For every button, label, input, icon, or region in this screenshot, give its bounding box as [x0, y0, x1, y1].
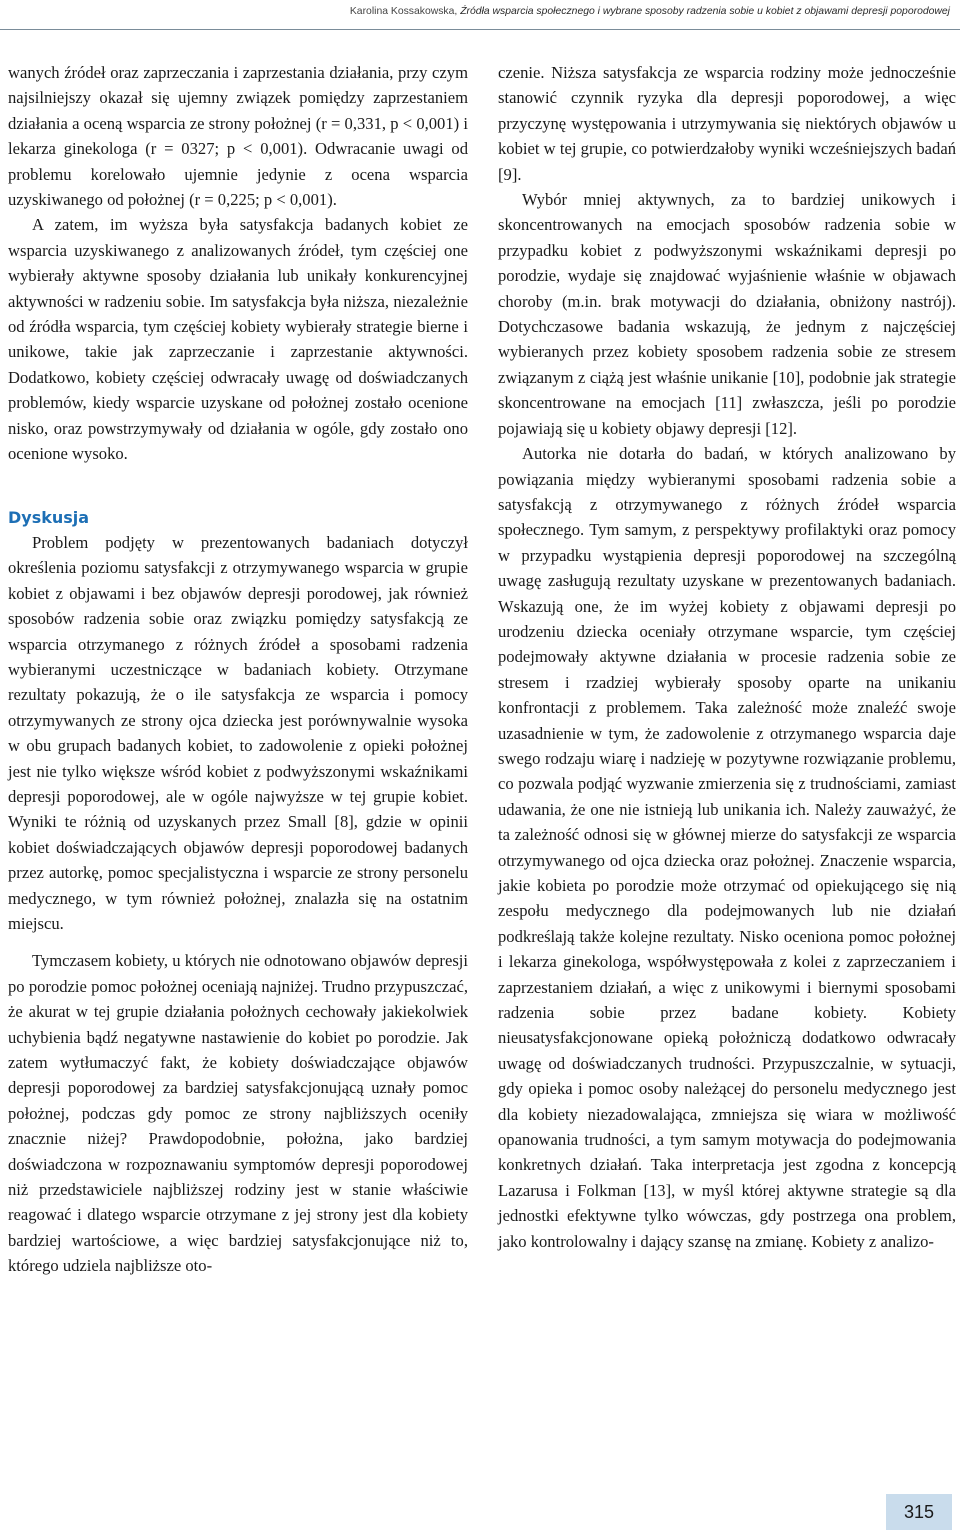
page-number — [886, 1494, 952, 1530]
paragraph: Autorka nie dotarła do badań, w których analizowano by powiązania między wybieranymi sposobami radzenia sobie a satysfakcją z otrzymywanego z różnych źródeł wsparcia społecznego. Tym samym, z perspektywy profilaktyki oraz pomocy w przypadku wystąpienia depresji poporodowej na szczególną uwagę zasługują rezultaty uzyskane w prezentowanych badaniach. Wskazują one, że im wyżej kobiety z objawami depresji po urodzeniu dziecka oceniały otrzymane wsparcie, tym częściej podejmowały aktywne działania w procesie radzenia sobie ze stresem i rzadziej wybierały sposoby oparte na unikaniu konfrontacji z problemem. Taka zależność może znaleźć swoje uzasadnienie w tym, że zadowolenie z otrzymanego wsparcia daje swego rodzaju wiarę i nadzieję w pozytywne rozwiązanie problemu, co pozwala podjąć wyzwanie zmierzenia się z trudnościami, zamiast udawania, że one nie istnieją lub unikania ich. Należy zauważyć, że ta zależność odnosi się w głównej mierze do satysfakcji ze wsparcia otrzymywanego od ojca dziecka oraz położnej. Znaczenie wsparcia, jakie kobieta po porodzie może otrzymać od opiekującego się nią zespołu medycznego dla podejmowanych lub nie działań podkreślają także kolejne rezultaty. Nisko oceniona pomoc położnej i lekarza ginekologa, współwystępowała z kolei z zaprzeczaniem i zaprzestaniem działań, a więc z unikowymi i biernymi sposobami radzenia sobie przez badane kobiety. Kobiety nieusatysfakcjonowane opieką położniczą dodatkowo odwracały uwagę od doświadczanych trudności. Przypuszczalnie, w sytuacji, gdy opieka i pomoc osoby należącej do personelu medycznego jest dla kobiety niezadowalająca, zmniejsza się wiara w możliwość opanowania trudności, a tym samym motywacja do podejmowania konkretnych działań. Taka interpretacja jest zgodna z koncepcją Lazarusa i Folkman [13], w myśl której aktywne strategie są dla jednostki efektywne tylko wówczas, gdy postrzega ona problem, jako kontrolowalny i dający szansę na zmianę. Kobiety z analizo- — [498, 444, 956, 1251]
header-title: Źródła wsparcia społecznego i wybrane sposoby radzenia sobie u kobiet z objawami depresji poporodowej — [460, 6, 950, 17]
section-heading: Dyskusja — [8, 507, 90, 527]
right-column — [498, 60, 956, 1254]
paragraph: Problem podjęty w prezentowanych badaniach dotyczył określenia poziomu satysfakcji z otrzymywanego wsparcia w grupie kobiet z objawami i bez objawów depresji porodowej, jak również sposobów radzenia sobie oraz związku pomiędzy satysfakcją ze wsparcia otrzymanego z różnych źródeł a sposobami radzenia wybieranymi uczestniczące w badaniach kobiety. Otrzymane rezultaty pokazują, że o ile satysfakcja ze wsparcia i pomocy otrzymywanych ze strony ojca dziecka jest porównywalnie wysoka w obu grupach badanych kobiet, to zadowolenie z opieki położnej jest nie tylko większe wśród kobiet z podwyższonymi wskaźnikami depresji poporodowej, ale w ogóle najwyższe w tej grupie kobiet. Wyniki te różnią od uzyskanych przez Small [8], gdzie w opinii kobiet doświadczających objawów depresji poporodowej badanych przez autorkę, pomoc specjalistyczna i wsparcie ze strony personelu medycznego, w tym również położnej, znalazła się na ostatnim miejscu. — [8, 532, 468, 933]
paragraph: A zatem, im wyższa była satysfakcja badanych kobiet ze wsparcia uzyskiwanego z analizowanych źródeł, tym częściej one wybierały aktywne sposoby działania lub unikały konkurencyjnej aktywności w radzeniu sobie. Im satysfakcja była niższa, niezależnie od źródła wsparcia, tym częściej kobiety wybierały strategie bierne i unikowe, takie jak zaprzeczanie i zaprzestanie aktywności. Dodatkowo, kobiety częściej odwracały uwagę od doświadczanych problemów, kiedy wsparcie uzyskane od położnej zostało ocenione nisko, oraz powstrzymywały od działania w ogóle, gdy zostało ono ocenione wysoko. — [8, 215, 468, 464]
paragraph: wanych źródeł oraz zaprzeczania i zaprzestania działania, przy czym najsilniejszy okazał się ujemny związek pomiędzy zaprzestaniem działania a oceną wsparcia ze strony położnej (r = 0,331, p < 0,001) i lekarza ginekologa (r = 0327; p < 0,001). Odwracanie uwagi od problemu korelowało ujemnie jedynie z ocena wsparcia uzyskiwanego od położnej (r = 0,225; p < 0,001). — [8, 63, 468, 210]
header-author: Karolina Kossakowska, — [349, 6, 458, 17]
paragraph: Tymczasem kobiety, u których nie odnotowano objawów depresji po porodzie pomoc położnej oceniają najniżej. Trudno przypuszczać, że akurat w tej grupie działania położnych cechowały jakiekolwiek uchybienia bądź negatywne nastawienie do kobiet po porodzie. Jak zatem wytłumaczyć fakt, że kobiety doświadczające objawów depresji poporodowej za bardziej satysfakcjonującą uznały pomoc położnej, podczas gdy pomoc ze strony najbliższych oceniły znacznie niżej? Prawdopodobnie, położna, jako bardziej doświadczona w rozpoznawaniu symptomów depresji poporodowej niż przedstawiciele najbliższej rodziny jest w stanie właściwie reagować i dlatego wsparcie otrzymane z jej strony jest dla kobiety bardziej wartościowe, a więc bardziej satysfakcjonujące niż to, którego udziela najbliższe oto- — [8, 951, 468, 1276]
left-column — [8, 60, 468, 1279]
page-number-label: 315 — [903, 1501, 935, 1522]
paragraph: czenie. Niższa satysfakcja ze wsparcia rodziny może jednocześnie stanowić czynnik ryzyka dla depresji poporodowej, a więc przyczynę występowania i utrzymywania się niektórych objawów u kobiet w tej grupie, co potwierdzałoby wyniki wcześniejszych badań [9]. — [498, 63, 956, 184]
paragraph: Wybór mniej aktywnych, za to bardziej unikowych i skoncentrowanych na emocjach sposobów radzenia sobie w przypadku kobiet z podwyższonymi wskaźnikami depresji po porodzie, wydaje się znajdować wyjaśnienie właśnie w objawach choroby (m.in. brak motywacji do działania, obniżony nastrój). Dotychczasowe badania wskazują, że jednym z najczęściej wybieranych przez kobiety sposobem radzenia sobie ze stresem związanym z ciążą jest właśnie unikanie [10], podobnie jak strategie skoncentrowane na emocjach [11] zwłaszcza, jeśli po porodzie pojawiają się u kobiety objawy depresji [12]. — [498, 190, 956, 438]
running-header — [0, 0, 960, 30]
